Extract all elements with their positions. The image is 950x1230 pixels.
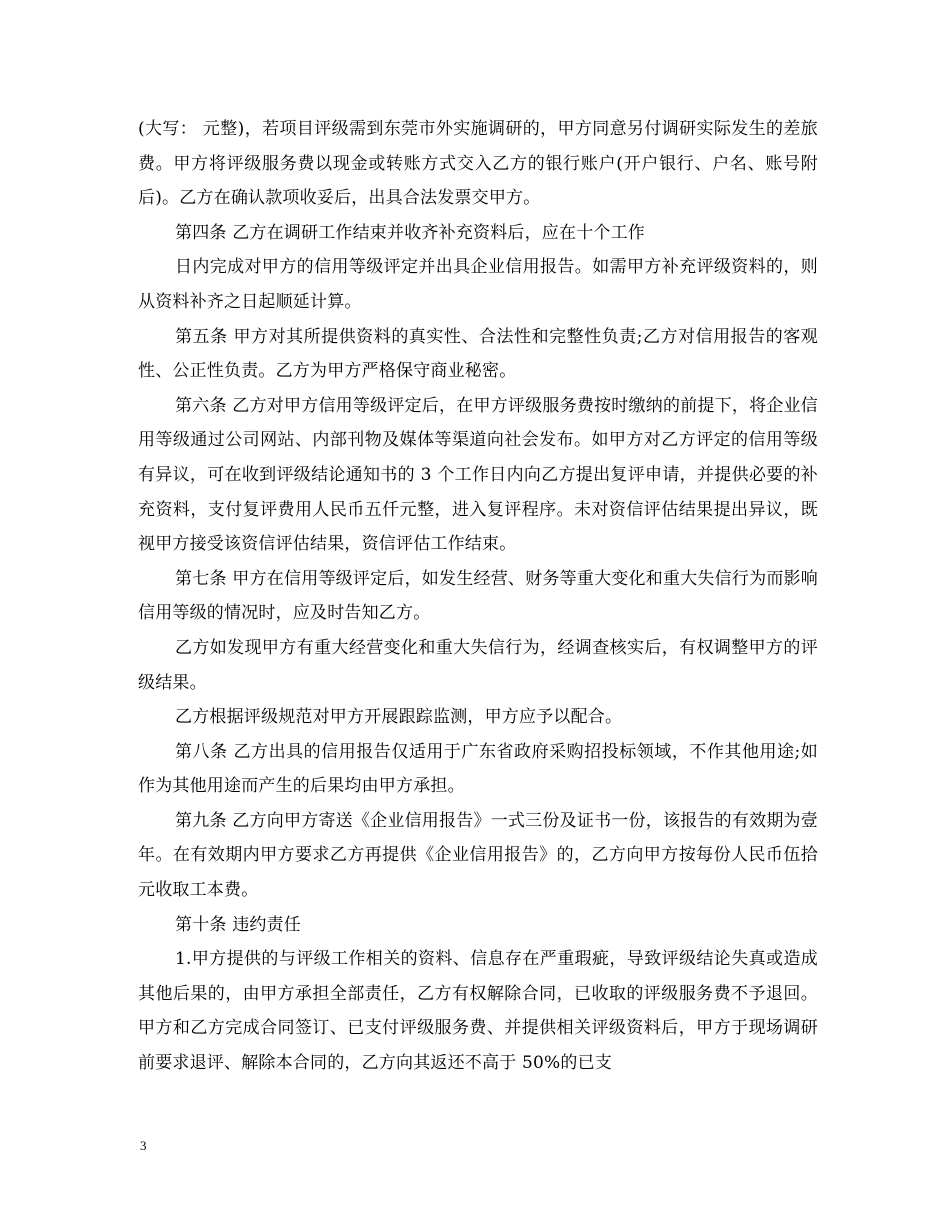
paragraph-article-7-adjust: 乙方如发现甲方有重大经营变化和重大失信行为，经调查核实后，有权调整甲方的评级结果。 [138,637,818,693]
paragraph-article-10-title: 第十条 违约责任 [175,914,302,935]
paragraph-article-9: 第九条 乙方向甲方寄送《企业信用报告》一式三份及证书一份，该报告的有效期为壹年。在有效期内甲方要求乙方再提供《企业信用报告》的，乙方向甲方按每份人民币伍拾元收取工本费。 [138,810,818,901]
paragraph-article-6: 第六条 乙方对甲方信用等级评定后，在甲方评级服务费按时缴纳的前提下，将企业信用等级通过公司网站、内部刊物及媒体等渠道向社会发布。如甲方对乙方评定的信用等级有异议，可在收到评级结论通知书的 3 个工作日内向乙方提出复评申请，并提供必要的补充资料，支付复评费用人民币五仟元整，进入复评程序。未对资信评估结果提出异议，既视甲方接受该资信评估结果，资信评估工作结束。 [138,395,818,555]
paragraph-fee-payment: (大写： 元整)，若项目评级需到东莞市外实施调研的，甲方同意另付调研实际发生的差旅费。甲方将评级服务费以现金或转账方式交入乙方的银行账户(开户银行、户名、账号附后)。乙方在确认款项收妥后，出具合法发票交甲方。 [138,119,818,209]
paragraph-article-7-monitor: 乙方根据评级规范对甲方开展跟踪监测，甲方应予以配合。 [175,707,623,728]
paragraph-article-4-cont: 日内完成对甲方的信用等级评定并出具企业信用报告。如需甲方补充评级资料的，则从资料补齐之日起顺延计算。 [138,257,818,312]
paragraph-article-4: 第四条 乙方在调研工作结束并收齐补充资料后，应在十个工作 [175,222,646,243]
paragraph-article-8: 第八条 乙方出具的信用报告仅适用于广东省政府采购招投标领域，不作其他用途;如作为其他用途而产生的后果均由甲方承担。 [138,741,818,797]
page-number: 3 [140,1138,147,1153]
paragraph-article-10-item-1: 1.甲方提供的与评级工作相关的资料、信息存在严重瑕疵，导致评级结论失真或造成其他后果的，由甲方承担全部责任，乙方有权解除合同，已收取的评级服务费不予退回。甲方和乙方完成合同签订、已支付评级服务费、并提供相关评级资料后，甲方于现场调研前要求退评、解除本合同的，乙方向其返还不高于 50%的已支 [138,949,818,1074]
paragraph-article-5: 第五条 甲方对其所提供资料的真实性、合法性和完整性负责;乙方对信用报告的客观性、公正性负责。乙方为甲方严格保守商业秘密。 [138,326,818,382]
paragraph-article-7: 第七条 甲方在信用等级评定后，如发生经营、财务等重大变化和重大失信行为而影响信用等级的情况时，应及时告知乙方。 [138,568,818,624]
document-body [138,112,818,1081]
